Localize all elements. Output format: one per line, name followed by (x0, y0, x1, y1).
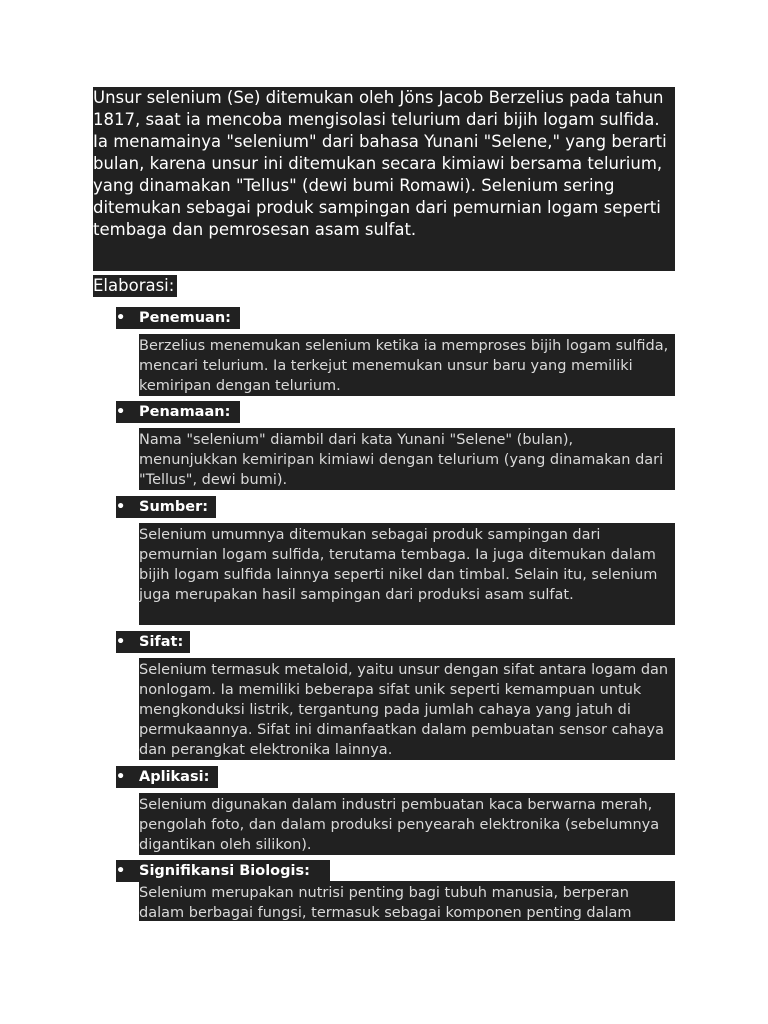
list-item-heading (116, 401, 240, 423)
list-item-label: Penemuan: (139, 310, 231, 326)
list-item-heading (116, 766, 218, 788)
elaboration-heading: Elaborasi: (93, 275, 177, 297)
list-item-body (139, 523, 675, 625)
list-item-body (139, 334, 675, 396)
list-item-text: Selenium merupakan nutrisi penting bagi tubuh manusia, berperan dalam berbagai fungsi, termasuk sebagai komponen penting dalam (139, 885, 632, 921)
bullet-marker: • (116, 499, 126, 515)
list-item-body (139, 793, 675, 855)
list-item-heading (116, 496, 216, 518)
list-item-text: Selenium digunakan dalam industri pembuatan kaca berwarna merah, pengolah foto, dan dalam produksi penyearah elektronika (sebelumnya digantikan oleh silikon). (139, 797, 660, 853)
bullet-marker: • (116, 310, 126, 326)
list-item-body (139, 881, 675, 921)
list-item-label: Signifikansi Biologis: (139, 863, 310, 879)
list-item-label: Sifat: (139, 634, 184, 650)
list-item-heading (116, 631, 190, 653)
list-item-label: Penamaan: (139, 404, 231, 420)
list-item-label: Aplikasi: (139, 769, 210, 785)
bullet-marker: • (116, 634, 126, 650)
bullet-marker: • (116, 863, 126, 879)
list-item-heading (116, 860, 330, 882)
list-item-text: Nama "selenium" diambil dari kata Yunani "Selene" (bulan), menunjukkan kemiripan kimiawi dengan telurium (yang dinamakan dari "Tellus", dewi bumi). (139, 432, 664, 488)
intro-text: Unsur selenium (Se) ditemukan oleh Jöns Jacob Berzelius pada tahun 1817, saat ia mencoba mengisolasi telurium dari bijih logam sulfida. Ia menamainya "selenium" dari bahasa Yunani "Selene," yang berarti bulan, karena unsur ini ditemukan secara kimiawi bersama telurium, yang dinamakan "Tellus" (dewi bumi Romawi). Selenium sering ditemukan sebagai produk sampingan dari pemurnian logam seperti tembaga dan pemrosesan asam sulfat. (93, 88, 667, 239)
list-item-body (139, 658, 675, 760)
list-item-text: Selenium termasuk metaloid, yaitu unsur dengan sifat antara logam dan nonlogam. Ia memiliki beberapa sifat unik seperti kemampuan untuk mengkonduksi listrik, tergantung pada jumlah cahaya yang jatuh di permukaannya. Sifat ini dimanfaatkan dalam pembuatan sensor cahaya dan perangkat elektronika lainnya. (139, 662, 669, 758)
bullet-marker: • (116, 404, 126, 420)
list-item-heading (116, 307, 240, 329)
intro-paragraph (93, 87, 675, 271)
bullet-marker: • (116, 769, 126, 785)
list-item-text: Selenium umumnya ditemukan sebagai produk sampingan dari pemurnian logam sulfida, terutama tembaga. Ia juga ditemukan dalam bijih logam sulfida lainnya seperti nikel dan timbal. Selain itu, selenium juga merupakan hasil sampingan dari produksi asam sulfat. (139, 527, 658, 603)
list-item-text: Berzelius menemukan selenium ketika ia memproses bijih logam sulfida, mencari telurium. Ia terkejut menemukan unsur baru yang memiliki kemiripan dengan telurium. (139, 338, 669, 394)
list-item-body (139, 428, 675, 490)
list-item-label: Sumber: (139, 499, 209, 515)
